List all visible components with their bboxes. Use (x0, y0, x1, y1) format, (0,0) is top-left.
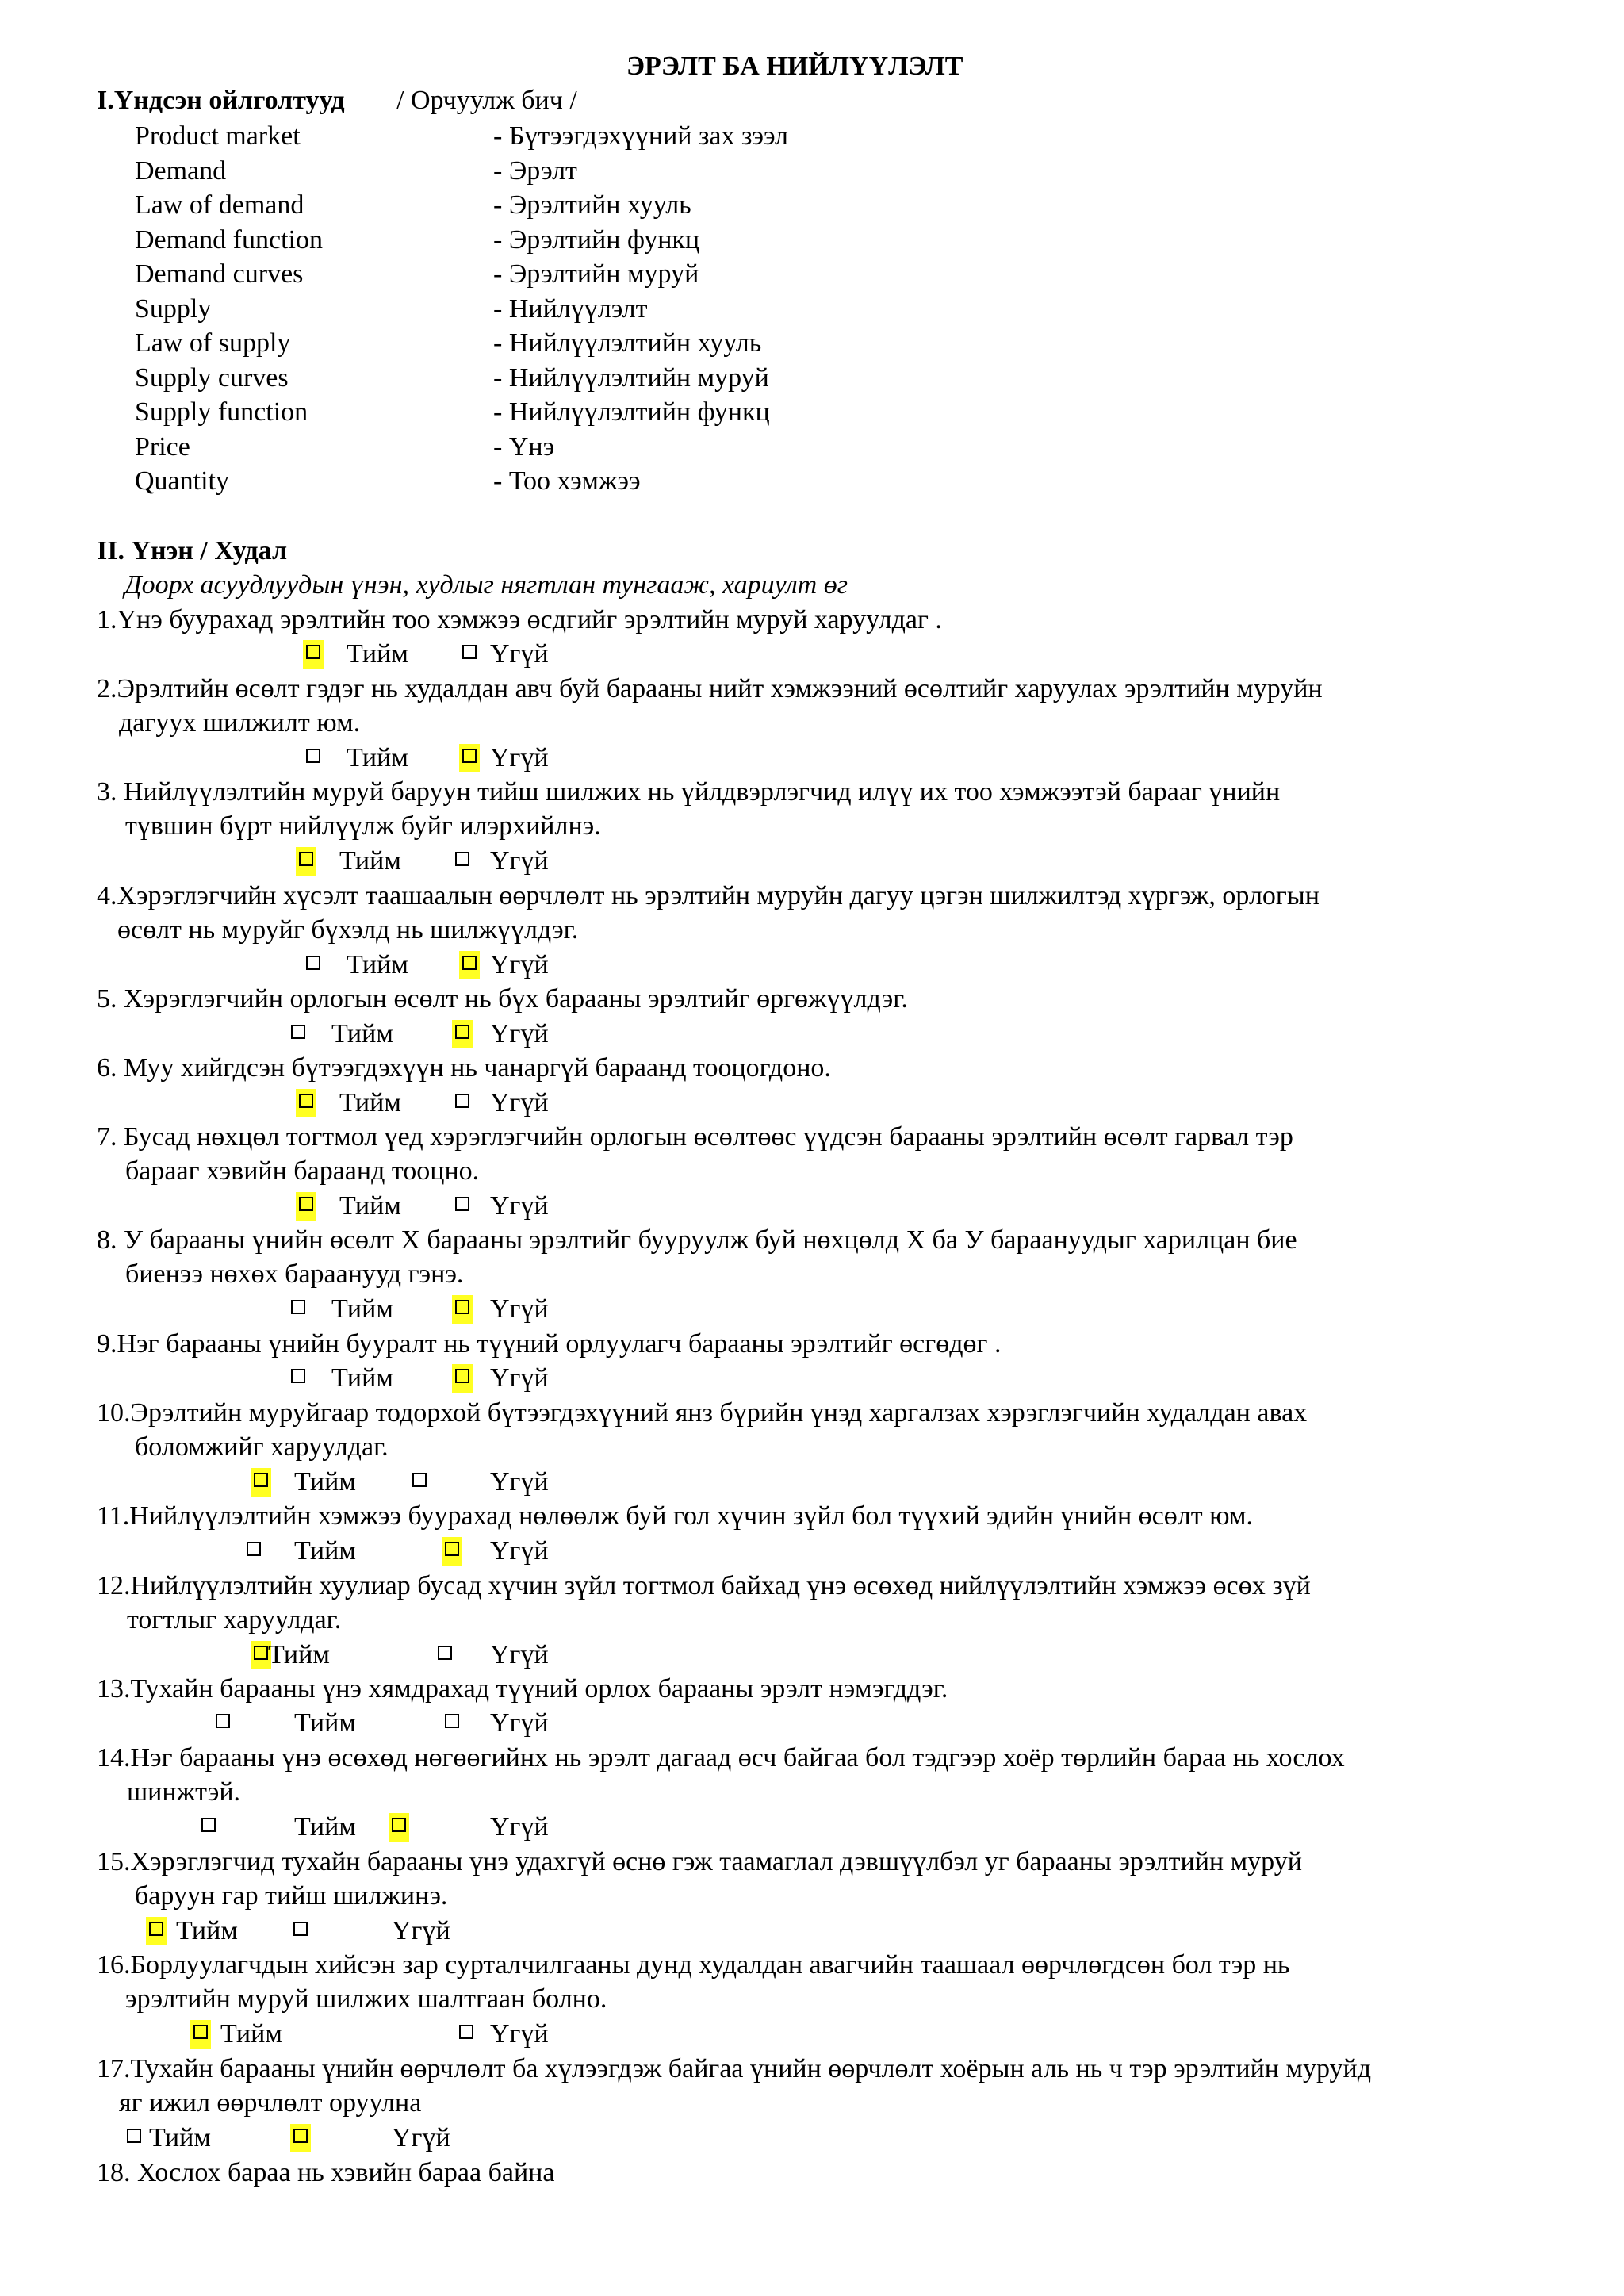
yes-checkbox[interactable] (196, 1811, 221, 1843)
no-checkbox[interactable] (432, 1639, 458, 1671)
no-label: Үгүй (490, 1294, 549, 1324)
checkbox-square-icon (299, 852, 313, 866)
question-text: 9.Нэг барааны үнийн бууралт нь түүний орлуулагч барааны эрэлтийг өсгөдөг . (97, 1329, 1002, 1359)
checkbox-square-icon (392, 1818, 406, 1832)
page-title: ЭРЭЛТ БА НИЙЛҮҮЛЭЛТ (626, 52, 963, 81)
no-checkbox[interactable] (454, 2018, 479, 2050)
no-checkbox[interactable] (450, 1363, 475, 1394)
term-mongolian: - Тоо хэмжээ (493, 466, 641, 496)
term-english: Demand (135, 156, 227, 186)
yes-label: Тийм (339, 846, 401, 876)
checkbox-square-icon (306, 749, 320, 763)
no-label: Үгүй (490, 1019, 549, 1048)
yes-label: Тийм (339, 1191, 401, 1221)
checkbox-square-icon (127, 2129, 141, 2143)
yes-checkbox[interactable] (285, 1294, 311, 1325)
term-english: Price (135, 432, 190, 462)
no-label: Үгүй (490, 2019, 549, 2049)
checkbox-square-icon (254, 1646, 268, 1660)
checkbox-square-icon (445, 1714, 459, 1728)
question-text: боломжийг харуулдаг. (135, 1432, 389, 1462)
yes-checkbox[interactable] (301, 742, 326, 774)
term-mongolian: - Эрэлт (493, 156, 577, 186)
question-text: 4.Хэрэглэгчийн хүсэлт таашаалын өөрчлөлт нь эрэлтийн муруйн дагуу цэгэн шилжилтэд хүргэж, орлогын (97, 881, 1320, 910)
yes-checkbox[interactable] (293, 1190, 319, 1222)
yes-checkbox[interactable] (121, 2122, 147, 2154)
yes-label: Тийм (149, 2123, 211, 2152)
question-text: биенээ нөхөх бараанууд гэнэ. (125, 1259, 464, 1289)
question-text: 7. Бусад нөхцөл тогтмол үед хэрэглэгчийн орлогын өсөлтөөс үүдсэн барааны эрэлтийн өсөлт гарвал тэр (97, 1122, 1293, 1152)
question-text: өсөлт нь муруйг бүхэлд нь шилжүүлдэг. (117, 915, 579, 945)
term-english: Product market (135, 121, 301, 151)
checkbox-square-icon (455, 1300, 469, 1314)
yes-label: Тийм (347, 950, 408, 979)
yes-checkbox[interactable] (285, 1363, 311, 1394)
yes-label: Тийм (331, 1019, 393, 1048)
term-english: Supply curves (135, 363, 289, 393)
yes-label: Тийм (331, 1363, 393, 1393)
question-text: 2.Эрэлтийн өсөлт гэдэг нь худалдан авч буй барааны нийт хэмжээний өсөлтийг харуулах эрэлтийн муруйн (97, 674, 1323, 703)
checkbox-square-icon (438, 1646, 452, 1660)
term-mongolian: - Нийлүүлэлтийн хууль (493, 328, 762, 358)
term-english: Demand curves (135, 259, 304, 289)
term-mongolian: - Эрэлтийн муруй (493, 259, 699, 289)
no-label: Үгүй (490, 1088, 549, 1117)
yes-label: Тийм (331, 1294, 393, 1324)
term-mongolian: - Нийлүүлэлт (493, 294, 648, 324)
no-label: Үгүй (490, 1640, 549, 1669)
yes-checkbox[interactable] (210, 1708, 236, 1739)
no-checkbox[interactable] (288, 2122, 313, 2154)
section1-instruction: / Орчуулж бич / (396, 86, 577, 115)
yes-checkbox[interactable] (301, 638, 326, 670)
no-checkbox[interactable] (439, 1708, 465, 1739)
term-mongolian: - Эрэлтийн хууль (493, 190, 691, 220)
term-mongolian: - Нийлүүлэлтийн функц (493, 397, 770, 427)
question-text: тогтлыг харуулдаг. (127, 1605, 342, 1635)
checkbox-square-icon (462, 956, 477, 970)
no-label: Үгүй (490, 1363, 549, 1393)
question-text: 14.Нэг барааны үнэ өсөхөд нөгөөгийнх нь эрэлт дагаад өсч байгаа бол тэдгээр хоёр төрлийн бараа нь хослох (97, 1743, 1345, 1773)
no-label: Үгүй (490, 639, 549, 669)
checkbox-square-icon (412, 1473, 427, 1487)
term-english: Law of demand (135, 190, 304, 220)
no-checkbox[interactable] (457, 742, 482, 774)
checkbox-square-icon (455, 1369, 469, 1383)
checkbox-square-icon (293, 1922, 308, 1936)
question-text: 13.Тухайн барааны үнэ хямдрахад түүний орлох барааны эрэлт нэмэгддэг. (97, 1674, 948, 1704)
term-english: Law of supply (135, 328, 291, 358)
no-checkbox[interactable] (450, 845, 475, 877)
checkbox-square-icon (247, 1542, 261, 1556)
question-text: 11.Нийлүүлэлтийн хэмжээ буурахад нөлөөлж буй гол хүчин зүйл бол түүхий эдийн үнийн өсөлт юм. (97, 1501, 1254, 1531)
section1-heading: I.Үндсэн ойлголтууд (97, 86, 345, 115)
question-text: 1.Үнэ буурахад эрэлтийн тоо хэмжээ өсдгийг эрэлтийн муруй харуулдаг . (97, 605, 942, 634)
yes-label: Тийм (339, 1088, 401, 1117)
no-checkbox[interactable] (439, 1535, 465, 1567)
checkbox-square-icon (216, 1714, 230, 1728)
yes-label: Тийм (347, 743, 408, 772)
yes-label: Тийм (268, 1640, 330, 1669)
checkbox-square-icon (306, 645, 320, 659)
question-text: эрэлтийн муруй шилжих шалтгаан болно. (125, 1984, 607, 2014)
no-label: Үгүй (490, 1191, 549, 1221)
yes-checkbox[interactable] (144, 1915, 169, 1947)
question-text: 8. У барааны үнийн өсөлт Х барааны эрэлтийг бууруулж буй нөхцөлд Х ба У бараануудыг харилцан бие (97, 1225, 1297, 1255)
no-label: Үгүй (490, 1812, 549, 1842)
checkbox-square-icon (455, 1025, 469, 1039)
checkbox-square-icon (299, 1094, 313, 1108)
term-mongolian: - Нийлүүлэлтийн муруй (493, 363, 769, 393)
question-text: 16.Борлуулагчдын хийсэн зар сурталчилгааны дунд худалдан авагчийн таашаал өөрчлөгдсөн бол тэр нь (97, 1950, 1290, 1980)
checkbox-square-icon (291, 1025, 305, 1039)
no-checkbox[interactable] (407, 1466, 432, 1498)
no-checkbox[interactable] (450, 1294, 475, 1325)
question-text: 12.Нийлүүлэлтийн хуулиар бусад хүчин зүйл тогтмол байхад үнэ өсөхөд нийлүүлэлтийн хэмжээ өсөх зүй (97, 1571, 1311, 1600)
no-checkbox[interactable] (450, 1018, 475, 1050)
yes-label: Тийм (294, 1467, 356, 1497)
question-text: 17.Тухайн барааны үнийн өөрчлөлт ба хүлээгдэж байгаа үнийн өөрчлөлт хоёрын аль нь ч тэр эрэлтийн муруйд (97, 2054, 1372, 2083)
checkbox-square-icon (193, 2025, 208, 2039)
section2-instruction: Доорх асуудлуудын үнэн, худлыг нягтлан тунгааж, хариулт өг (124, 570, 848, 600)
yes-checkbox[interactable] (241, 1535, 266, 1567)
checkbox-square-icon (291, 1369, 305, 1383)
question-text: 3. Нийлүүлэлтийн муруй баруун тийш шилжих нь үйлдвэрлэгчид илүү их тоо хэмжээтэй барааг үнийн (97, 777, 1281, 807)
term-english: Supply (135, 294, 212, 324)
yes-label: Тийм (347, 639, 408, 669)
checkbox-square-icon (306, 956, 320, 970)
yes-checkbox[interactable] (285, 1018, 311, 1050)
no-label: Үгүй (490, 1467, 549, 1497)
question-text: яг ижил өөрчлөлт оруулна (119, 2088, 422, 2118)
no-checkbox[interactable] (288, 1915, 313, 1947)
no-checkbox[interactable] (386, 1811, 412, 1843)
checkbox-square-icon (254, 1473, 268, 1487)
checkbox-square-icon (299, 1197, 313, 1211)
no-checkbox[interactable] (450, 1190, 475, 1222)
yes-checkbox[interactable] (301, 949, 326, 981)
yes-checkbox[interactable] (188, 2018, 213, 2050)
question-text: 18. Хослох бараа нь хэвийн бараа байна (97, 2158, 555, 2187)
question-text: 6. Муу хийгдсэн бүтээгдэхүүн нь чанаргүй бараанд тооцогдоно. (97, 1053, 831, 1083)
checkbox-square-icon (291, 1300, 305, 1314)
yes-label: Тийм (294, 1708, 356, 1738)
term-mongolian: - Бүтээгдэхүүний зах зээл (493, 121, 788, 151)
yes-label: Тийм (220, 2019, 282, 2049)
no-checkbox[interactable] (457, 949, 482, 981)
checkbox-square-icon (149, 1922, 163, 1936)
section2-heading: II. Үнэн / Худал (97, 536, 288, 565)
question-text: 5. Хэрэглэгчийн орлогын өсөлт нь бүх барааны эрэлтийг өргөжүүлдэг. (97, 984, 908, 1014)
no-label: Үгүй (392, 2123, 450, 2152)
no-checkbox[interactable] (457, 638, 482, 670)
checkbox-square-icon (445, 1542, 459, 1556)
question-text: баруун гар тийш шилжинэ. (135, 1881, 448, 1911)
term-mongolian: - Үнэ (493, 432, 555, 462)
question-text: шинжтэй. (127, 1777, 241, 1807)
checkbox-square-icon (459, 2025, 473, 2039)
checkbox-square-icon (455, 852, 469, 866)
term-english: Demand function (135, 225, 323, 255)
no-label: Үгүй (392, 1916, 450, 1945)
checkbox-square-icon (201, 1818, 216, 1832)
yes-label: Тийм (176, 1916, 238, 1945)
question-text: 15.Хэрэглэгчид тухайн барааны үнэ удахгүй өснө гэж таамаглал дэвшүүлбэл уг барааны эрэлтийн муруй (97, 1847, 1302, 1876)
checkbox-square-icon (455, 1094, 469, 1108)
question-text: түвшин бүрт нийлүүлж буйг илэрхийлнэ. (125, 811, 601, 841)
term-english: Supply function (135, 397, 308, 427)
term-english: Quantity (135, 466, 229, 496)
question-text: барааг хэвийн бараанд тооцно. (125, 1156, 480, 1186)
yes-checkbox[interactable] (293, 1087, 319, 1119)
question-text: 10.Эрэлтийн муруйгаар тодорхой бүтээгдэхүүний янз бүрийн үнэд харгалзах хэрэглэгчийн худалдан авах (97, 1398, 1308, 1428)
term-mongolian: - Эрэлтийн функц (493, 225, 700, 255)
yes-checkbox[interactable] (293, 845, 319, 877)
no-label: Үгүй (490, 743, 549, 772)
no-label: Үгүй (490, 950, 549, 979)
checkbox-square-icon (462, 749, 477, 763)
yes-label: Тийм (294, 1812, 356, 1842)
question-text: дагуух шилжилт юм. (119, 708, 361, 738)
no-checkbox[interactable] (450, 1087, 475, 1119)
no-label: Үгүй (490, 846, 549, 876)
no-label: Үгүй (490, 1536, 549, 1566)
checkbox-square-icon (462, 645, 477, 659)
checkbox-square-icon (293, 2129, 308, 2143)
yes-checkbox[interactable] (248, 1466, 274, 1498)
no-label: Үгүй (490, 1708, 549, 1738)
yes-label: Тийм (294, 1536, 356, 1566)
checkbox-square-icon (455, 1197, 469, 1211)
